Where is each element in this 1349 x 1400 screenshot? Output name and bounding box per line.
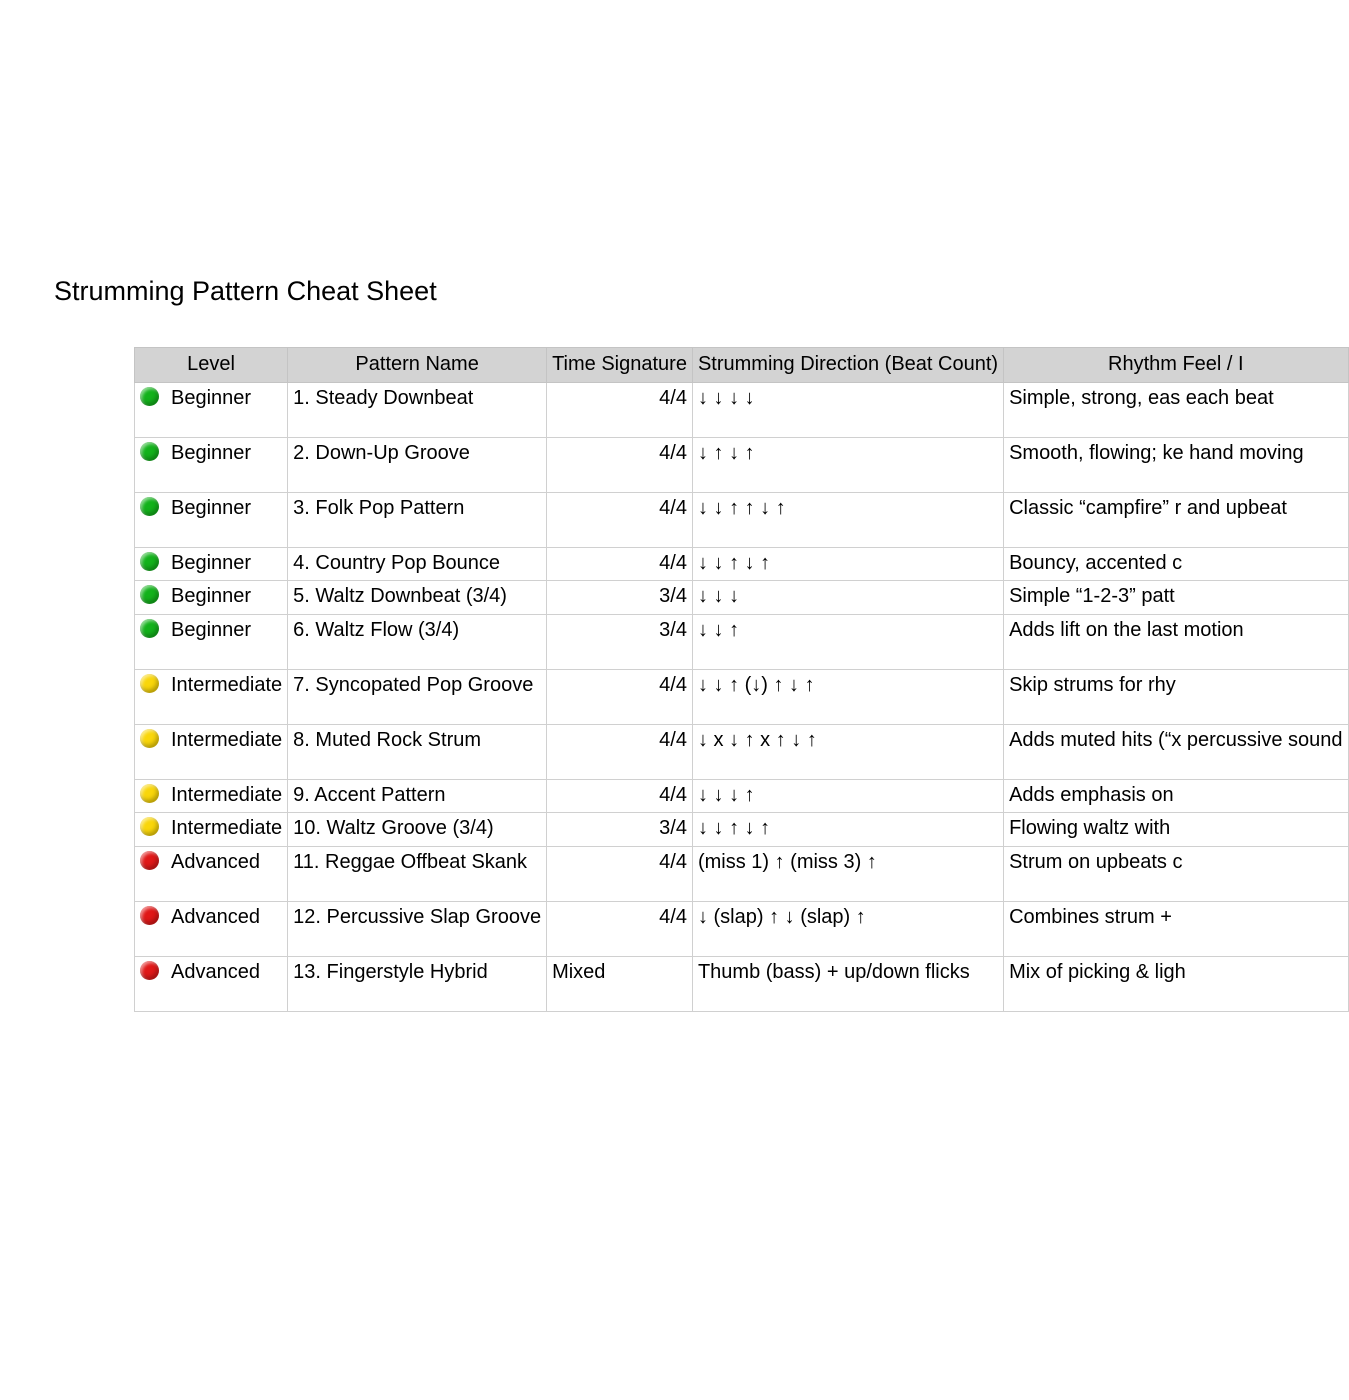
level-label: Advanced <box>171 905 260 928</box>
table-row <box>135 581 1349 615</box>
rhythm-feel-cell: Bouncy, accented c <box>1004 547 1349 581</box>
strumming-direction-cell: (miss 1) ↑ (miss 3) ↑ <box>692 846 1003 901</box>
yellow-circle-icon <box>140 817 159 836</box>
pattern-name-cell: 2. Down-Up Groove <box>288 437 547 492</box>
table-row <box>135 901 1349 956</box>
table-row <box>135 956 1349 1011</box>
table-row <box>135 382 1349 437</box>
document-title: Strumming Pattern Cheat Sheet <box>54 276 437 307</box>
table-row <box>135 724 1349 779</box>
level-cell <box>135 492 288 547</box>
green-circle-icon <box>140 387 159 406</box>
time-signature-cell: 4/4 <box>547 547 693 581</box>
pattern-name-cell: 5. Waltz Downbeat (3/4) <box>288 581 547 615</box>
green-circle-icon <box>140 497 159 516</box>
time-signature-cell: 3/4 <box>547 614 693 669</box>
level-cell <box>135 779 288 813</box>
table-header-row <box>135 348 1349 383</box>
red-circle-icon <box>140 906 159 925</box>
level-cell <box>135 724 288 779</box>
table-row <box>135 669 1349 724</box>
time-signature-cell: 4/4 <box>547 492 693 547</box>
green-circle-icon <box>140 552 159 571</box>
strumming-pattern-table <box>134 347 1349 1012</box>
strumming-direction-cell: ↓ ↓ ↓ ↓ <box>692 382 1003 437</box>
level-cell <box>135 437 288 492</box>
rhythm-feel-cell: Strum on upbeats c <box>1004 846 1349 901</box>
strumming-direction-cell: Thumb (bass) + up/down flicks <box>692 956 1003 1011</box>
table-row <box>135 492 1349 547</box>
green-circle-icon <box>140 442 159 461</box>
strumming-direction-cell: ↓ ↓ ↑ (↓) ↑ ↓ ↑ <box>692 669 1003 724</box>
pattern-name-cell: 3. Folk Pop Pattern <box>288 492 547 547</box>
level-label: Advanced <box>171 960 260 983</box>
level-cell <box>135 614 288 669</box>
rhythm-feel-cell: Combines strum + <box>1004 901 1349 956</box>
level-label: Beginner <box>171 496 252 519</box>
pattern-name-cell: 9. Accent Pattern <box>288 779 547 813</box>
rhythm-feel-cell: Classic “campfire” r and upbeat <box>1004 492 1349 547</box>
level-cell <box>135 846 288 901</box>
time-signature-cell: 3/4 <box>547 813 693 847</box>
pattern-name-cell: 10. Waltz Groove (3/4) <box>288 813 547 847</box>
time-signature-cell: 4/4 <box>547 779 693 813</box>
rhythm-feel-cell: Simple, strong, eas each beat <box>1004 382 1349 437</box>
time-signature-cell: 3/4 <box>547 581 693 615</box>
pattern-name-cell: 1. Steady Downbeat <box>288 382 547 437</box>
header-strumming-direction: Strumming Direction (Beat Count) <box>692 348 1003 383</box>
level-cell <box>135 669 288 724</box>
time-signature-cell: 4/4 <box>547 724 693 779</box>
pattern-name-cell: 13. Fingerstyle Hybrid <box>288 956 547 1011</box>
pattern-name-cell: 8. Muted Rock Strum <box>288 724 547 779</box>
pattern-name-cell: 4. Country Pop Bounce <box>288 547 547 581</box>
strumming-direction-cell: ↓ ↓ ↓ ↑ <box>692 779 1003 813</box>
pattern-name-cell: 7. Syncopated Pop Groove <box>288 669 547 724</box>
level-label: Intermediate <box>171 728 283 751</box>
level-cell <box>135 813 288 847</box>
rhythm-feel-cell: Adds lift on the last motion <box>1004 614 1349 669</box>
yellow-circle-icon <box>140 784 159 803</box>
rhythm-feel-cell: Mix of picking & ligh <box>1004 956 1349 1011</box>
rhythm-feel-cell: Skip strums for rhy <box>1004 669 1349 724</box>
level-cell <box>135 956 288 1011</box>
level-label: Beginner <box>171 585 252 607</box>
level-cell <box>135 901 288 956</box>
table-row <box>135 779 1349 813</box>
strumming-direction-cell: ↓ x ↓ ↑ x ↑ ↓ ↑ <box>692 724 1003 779</box>
pattern-name-cell: 11. Reggae Offbeat Skank <box>288 846 547 901</box>
level-cell <box>135 382 288 437</box>
table-row <box>135 614 1349 669</box>
level-label: Beginner <box>171 551 252 574</box>
strumming-direction-cell: ↓ ↓ ↑ ↓ ↑ <box>692 547 1003 581</box>
yellow-circle-icon <box>140 729 159 748</box>
level-cell <box>135 547 288 581</box>
level-label: Advanced <box>171 850 260 873</box>
rhythm-feel-cell: Adds emphasis on <box>1004 779 1349 813</box>
strumming-direction-cell: ↓ ↓ ↑ ↓ ↑ <box>692 813 1003 847</box>
strumming-direction-cell: ↓ ↓ ↑ <box>692 614 1003 669</box>
header-time-signature: Time Signature <box>547 348 693 383</box>
rhythm-feel-cell: Simple “1-2-3” patt <box>1004 581 1349 615</box>
yellow-circle-icon <box>140 674 159 693</box>
strumming-direction-cell: ↓ (slap) ↑ ↓ (slap) ↑ <box>692 901 1003 956</box>
pattern-name-cell: 6. Waltz Flow (3/4) <box>288 614 547 669</box>
time-signature-cell: 4/4 <box>547 382 693 437</box>
header-rhythm-feel: Rhythm Feel / I <box>1004 348 1349 383</box>
red-circle-icon <box>140 961 159 980</box>
time-signature-cell: 4/4 <box>547 901 693 956</box>
rhythm-feel-cell: Smooth, flowing; ke hand moving <box>1004 437 1349 492</box>
level-label: Intermediate <box>171 817 283 839</box>
rhythm-feel-cell: Flowing waltz with <box>1004 813 1349 847</box>
strumming-direction-cell: ↓ ↓ ↓ <box>692 581 1003 615</box>
rhythm-feel-cell: Adds muted hits (“x percussive sound <box>1004 724 1349 779</box>
header-pattern-name: Pattern Name <box>288 348 547 383</box>
table-body <box>135 382 1349 1011</box>
level-label: Beginner <box>171 441 252 464</box>
level-label: Beginner <box>171 386 252 409</box>
green-circle-icon <box>140 619 159 638</box>
red-circle-icon <box>140 851 159 870</box>
time-signature-cell: 4/4 <box>547 669 693 724</box>
level-cell <box>135 581 288 615</box>
table-row <box>135 437 1349 492</box>
header-level: Level <box>135 348 288 383</box>
time-signature-cell: 4/4 <box>547 846 693 901</box>
strumming-direction-cell: ↓ ↑ ↓ ↑ <box>692 437 1003 492</box>
level-label: Beginner <box>171 618 252 641</box>
table-row <box>135 846 1349 901</box>
strumming-direction-cell: ↓ ↓ ↑ ↑ ↓ ↑ <box>692 492 1003 547</box>
time-signature-cell: 4/4 <box>547 437 693 492</box>
green-circle-icon <box>140 585 159 604</box>
pattern-name-cell: 12. Percussive Slap Groove <box>288 901 547 956</box>
time-signature-cell: Mixed <box>547 956 693 1011</box>
level-label: Intermediate <box>171 783 283 806</box>
table-row <box>135 813 1349 847</box>
level-label: Intermediate <box>171 673 283 696</box>
table-row <box>135 547 1349 581</box>
